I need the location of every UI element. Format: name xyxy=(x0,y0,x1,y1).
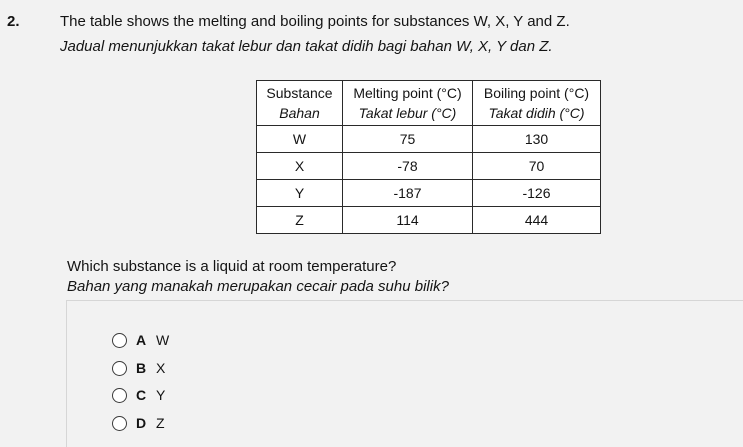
cell-substance: Y xyxy=(257,180,343,207)
question-text-malay: Jadual menunjukkan takat lebur dan takat didih bagi bahan W, X, Y dan Z. xyxy=(60,38,553,55)
header-melting-point xyxy=(343,81,473,126)
header-substance-ms: Bahan xyxy=(279,105,320,121)
cell-melting: 75 xyxy=(343,126,473,153)
option-text: X xyxy=(156,360,166,376)
cell-substance: Z xyxy=(257,207,343,234)
table-row xyxy=(257,207,601,234)
data-table xyxy=(256,80,601,234)
option-letter: B xyxy=(136,360,147,376)
radio-button[interactable] xyxy=(112,361,127,376)
radio-button[interactable] xyxy=(112,333,127,348)
header-boiling-en: Boiling point (°C) xyxy=(483,85,590,101)
cell-boiling: 70 xyxy=(473,153,601,180)
table-row xyxy=(257,180,601,207)
header-boiling-point xyxy=(473,81,601,126)
prompt-text-english: Which substance is a liquid at room temperature? xyxy=(67,258,397,275)
cell-melting: -78 xyxy=(343,153,473,180)
header-substance xyxy=(257,81,343,126)
cell-boiling: 444 xyxy=(473,207,601,234)
option-c[interactable] xyxy=(112,387,165,403)
cell-melting: 114 xyxy=(343,207,473,234)
header-melting-ms: Takat lebur (°C) xyxy=(358,105,457,121)
option-text: Y xyxy=(156,387,166,403)
cell-boiling: -126 xyxy=(473,180,601,207)
cell-melting: -187 xyxy=(343,180,473,207)
option-d[interactable] xyxy=(112,415,165,431)
option-letter: C xyxy=(136,387,147,403)
radio-button[interactable] xyxy=(112,416,127,431)
radio-button[interactable] xyxy=(112,388,127,403)
question-text-english: The table shows the melting and boiling points for substances W, X, Y and Z. xyxy=(60,13,570,30)
header-substance-en: Substance xyxy=(266,85,333,101)
table-row xyxy=(257,153,601,180)
cell-substance: W xyxy=(257,126,343,153)
option-letter: A xyxy=(136,332,147,348)
option-letter: D xyxy=(136,415,147,431)
table-row xyxy=(257,126,601,153)
cell-boiling: 130 xyxy=(473,126,601,153)
option-a[interactable] xyxy=(112,332,169,348)
header-boiling-ms: Takat didih (°C) xyxy=(488,105,585,121)
header-melting-en: Melting point (°C) xyxy=(353,85,462,101)
prompt-text-malay: Bahan yang manakah merupakan cecair pada suhu bilik? xyxy=(67,278,449,295)
option-b[interactable] xyxy=(112,360,165,376)
cell-substance: X xyxy=(257,153,343,180)
table-header-row xyxy=(257,81,601,126)
option-text: W xyxy=(156,332,170,348)
answer-area xyxy=(66,300,743,447)
option-text: Z xyxy=(156,415,165,431)
question-number: 2. xyxy=(7,13,20,30)
